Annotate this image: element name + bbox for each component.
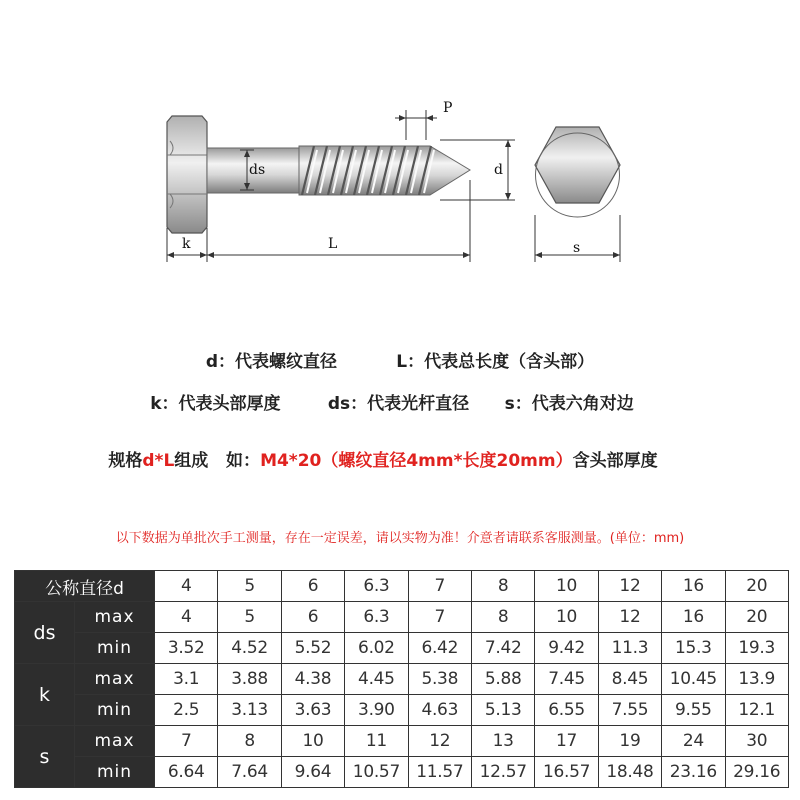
table-row (15, 757, 789, 788)
legend-line-2 (0, 389, 792, 414)
legend-l: L：代表总长度（含头部） (396, 352, 595, 372)
value-cell: 5 (218, 602, 281, 633)
value-cell: 5.13 (471, 695, 534, 726)
legend-ds: ds：代表光杆直径 (327, 394, 470, 414)
row-label-cell: max (75, 726, 155, 757)
value-cell: 7.64 (218, 757, 281, 788)
value-cell: 13.9 (725, 664, 788, 695)
size-cell: 16 (662, 571, 725, 602)
value-cell: 4.63 (408, 695, 471, 726)
value-cell: 18.48 (598, 757, 661, 788)
spec-table (14, 570, 789, 788)
size-cell: 5 (218, 571, 281, 602)
table-header-row (15, 571, 789, 602)
legend-spec-suffix: 含头部厚度 (572, 451, 658, 471)
value-cell: 3.63 (281, 695, 344, 726)
value-cell: 8.45 (598, 664, 661, 695)
table-row (15, 633, 789, 664)
value-cell: 10 (281, 726, 344, 757)
table-row (15, 602, 789, 633)
value-cell: 11.3 (598, 633, 661, 664)
value-cell: 17 (535, 726, 598, 757)
size-cell: 4 (155, 571, 218, 602)
group-label-cell: s (15, 726, 75, 788)
table-row (15, 695, 789, 726)
value-cell: 20 (725, 602, 788, 633)
row-label-cell: max (75, 602, 155, 633)
size-cell: 6.3 (345, 571, 408, 602)
value-cell: 13 (471, 726, 534, 757)
value-cell: 7.42 (471, 633, 534, 664)
label-k: k (182, 236, 191, 252)
legend-s: s：代表六角对边 (504, 394, 634, 414)
value-cell: 3.88 (218, 664, 281, 695)
value-cell: 7 (155, 726, 218, 757)
value-cell: 2.5 (155, 695, 218, 726)
screw-head-end-view (535, 127, 620, 217)
value-cell: 11.57 (408, 757, 471, 788)
legend-spec-example: M4*20（螺纹直径4mm*长度20mm） (260, 451, 573, 471)
value-cell: 8 (218, 726, 281, 757)
table-row (15, 664, 789, 695)
value-cell: 6 (281, 602, 344, 633)
size-cell: 6 (281, 571, 344, 602)
size-cell: 20 (725, 571, 788, 602)
value-cell: 4.52 (218, 633, 281, 664)
size-cell: 10 (535, 571, 598, 602)
value-cell: 4 (155, 602, 218, 633)
legend-line-1 (0, 347, 800, 372)
value-cell: 7.45 (535, 664, 598, 695)
value-cell: 6.55 (535, 695, 598, 726)
row-label-cell: min (75, 695, 155, 726)
value-cell: 7 (408, 602, 471, 633)
label-s: s (573, 240, 581, 256)
header-label-cell: 公称直径d (15, 571, 155, 602)
legend-line-3 (0, 446, 783, 471)
screw-dimension-diagram (0, 0, 800, 300)
value-cell: 10.45 (662, 664, 725, 695)
value-cell: 8 (471, 602, 534, 633)
value-cell: 23.16 (662, 757, 725, 788)
table-row (15, 726, 789, 757)
value-cell: 24 (662, 726, 725, 757)
value-cell: 5.38 (408, 664, 471, 695)
legend-d: d：代表螺纹直径 (205, 352, 338, 372)
legend-spec-dl: d*L (142, 451, 175, 471)
value-cell: 3.13 (218, 695, 281, 726)
row-label-cell: max (75, 664, 155, 695)
value-cell: 5.52 (281, 633, 344, 664)
value-cell: 12.57 (471, 757, 534, 788)
value-cell: 5.88 (471, 664, 534, 695)
value-cell: 19.3 (725, 633, 788, 664)
value-cell: 9.42 (535, 633, 598, 664)
label-ds: ds (249, 162, 266, 178)
value-cell: 9.55 (662, 695, 725, 726)
value-cell: 4.45 (345, 664, 408, 695)
legend-spec-mid: 组成 如： (174, 451, 261, 471)
size-cell: 12 (598, 571, 661, 602)
value-cell: 15.3 (662, 633, 725, 664)
size-cell: 7 (408, 571, 471, 602)
value-cell: 4.38 (281, 664, 344, 695)
value-cell: 6.3 (345, 602, 408, 633)
value-cell: 6.64 (155, 757, 218, 788)
value-cell: 10 (535, 602, 598, 633)
value-cell: 19 (598, 726, 661, 757)
group-label-cell: k (15, 664, 75, 726)
value-cell: 12.1 (725, 695, 788, 726)
label-d: d (494, 162, 503, 178)
value-cell: 7.55 (598, 695, 661, 726)
measurement-notice: 以下数据为单批次手工测量，存在一定误差，请以实物为准！介意者请联系客服测量。(单位：mm) (115, 531, 685, 546)
value-cell: 3.90 (345, 695, 408, 726)
screw-thread (299, 146, 470, 195)
group-label-cell: ds (15, 602, 75, 664)
legend-k: k：代表头部厚度 (150, 394, 281, 414)
legend-spec-prefix: 规格 (108, 451, 143, 471)
value-cell: 3.1 (155, 664, 218, 695)
value-cell: 12 (598, 602, 661, 633)
value-cell: 30 (725, 726, 788, 757)
value-cell: 6.42 (408, 633, 471, 664)
value-cell: 16 (662, 602, 725, 633)
row-label-cell: min (75, 633, 155, 664)
label-l: L (328, 236, 338, 252)
value-cell: 29.16 (725, 757, 788, 788)
row-label-cell: min (75, 757, 155, 788)
value-cell: 10.57 (345, 757, 408, 788)
value-cell: 3.52 (155, 633, 218, 664)
value-cell: 11 (345, 726, 408, 757)
value-cell: 12 (408, 726, 471, 757)
value-cell: 9.64 (281, 757, 344, 788)
size-cell: 8 (471, 571, 534, 602)
value-cell: 6.02 (345, 633, 408, 664)
screw-head-side (167, 116, 207, 233)
label-p: P (443, 100, 453, 116)
value-cell: 16.57 (535, 757, 598, 788)
